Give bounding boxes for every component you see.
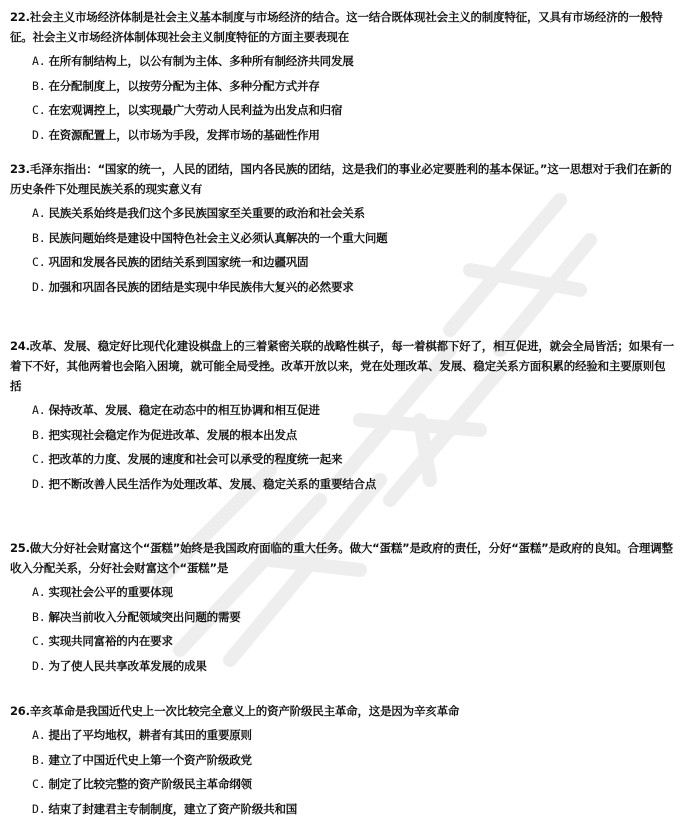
question-22 — [10, 7, 674, 147]
option-list — [10, 723, 674, 821]
option-text: 为了使人民共享改革发展的成果 — [48, 658, 207, 673]
option-letter: B. — [32, 230, 46, 245]
option-list — [10, 580, 674, 678]
question-stem: 26.辛亥革命是我国近代史上一次比较完全意义上的资产阶级民主革命，这是因为辛亥革命 — [10, 704, 460, 718]
option-letter: C. — [32, 255, 46, 269]
option-c[interactable] — [10, 772, 674, 797]
option-text: 巩固和发展各民族的团结关系到国家统一和边疆巩固 — [48, 255, 309, 269]
option-letter: D. — [32, 127, 46, 142]
option-letter: B. — [32, 78, 46, 93]
option-text: 结束了封建君主专制制度，建立了资产阶级共和国 — [48, 801, 298, 816]
option-letter: C. — [32, 452, 46, 466]
option-list — [10, 201, 674, 299]
option-letter: B. — [32, 427, 46, 442]
option-letter: A. — [32, 403, 46, 417]
option-letter: D. — [32, 801, 46, 816]
question-26 — [10, 701, 674, 821]
option-text: 在分配制度上，以按劳分配为主体、多种分配方式并存 — [48, 78, 320, 93]
option-list — [10, 49, 674, 147]
option-text: 解决当前收入分配领域突出问题的需要 — [48, 609, 241, 624]
option-text: 实现社会公平的重要体现 — [48, 585, 173, 599]
option-c[interactable] — [10, 250, 674, 275]
option-text: 把实现社会稳定作为促进改革、发展的根本出发点 — [48, 427, 298, 442]
option-text: 把不断改善人民生活作为处理改革、发展、稳定关系的重要结合点 — [48, 476, 377, 491]
question-23 — [10, 159, 674, 299]
option-text: 民族关系始终是我们这个多民族国家至关重要的政治和社会关系 — [48, 206, 365, 220]
option-letter: A. — [32, 728, 46, 742]
question-stem: 25.做大分好社会财富这个“蛋糕”始终是我国政府面临的重大任务。做大“蛋糕”是政府的责任，分好“蛋糕”是政府的良知。合理调整收入分配关系，分好社会财富这个“蛋糕”是 — [10, 541, 673, 575]
option-c[interactable] — [10, 98, 674, 123]
option-b[interactable] — [10, 423, 674, 448]
option-b[interactable] — [10, 605, 674, 630]
option-list — [10, 398, 674, 496]
question-stem: 22.社会主义市场经济体制是社会主义基本制度与市场经济的结合。这一结合既体现社会主义的制度特征，又具有市场经济的一般特征。社会主义市场经济体制体现社会主义制度特征的方面主要表现在 — [10, 10, 663, 44]
option-text: 制定了比较完整的资产阶级民主革命纲领 — [48, 777, 252, 791]
option-a[interactable] — [10, 398, 674, 423]
option-text: 实现共同富裕的内在要求 — [48, 634, 173, 648]
option-a[interactable] — [10, 49, 674, 74]
option-a[interactable] — [10, 723, 674, 748]
option-text: 建立了中国近代史上第一个资产阶级政党 — [48, 752, 252, 767]
question-stem: 23.毛泽东指出：“国家的统一，人民的团结，国内各民族的团结，这是我们的事业必定要胜利的基本保证。”这一思想对于我们在新的历史条件下处理民族关系的现实意义有 — [10, 162, 672, 196]
option-text: 提出了平均地权，耕者有其田的重要原则 — [48, 728, 252, 742]
option-text: 在宏观调控上，以实现最广大劳动人民利益为出发点和归宿 — [48, 103, 343, 117]
option-letter: D. — [32, 476, 46, 491]
option-d[interactable] — [10, 654, 674, 679]
option-text: 加强和巩固各民族的团结是实现中华民族伟大复兴的必然要求 — [48, 279, 354, 294]
option-letter: B. — [32, 752, 46, 767]
option-letter: A. — [32, 585, 46, 599]
option-d[interactable] — [10, 797, 674, 822]
option-a[interactable] — [10, 580, 674, 605]
option-b[interactable] — [10, 748, 674, 773]
option-letter: A. — [32, 54, 46, 68]
option-letter: D. — [32, 658, 46, 673]
option-b[interactable] — [10, 74, 674, 99]
option-text: 保持改革、发展、稳定在动态中的相互协调和相互促进 — [48, 403, 320, 417]
option-letter: B. — [32, 609, 46, 624]
option-text: 民族问题始终是建设中国特色社会主义必须认真解决的一个重大问题 — [48, 230, 388, 245]
option-letter: D. — [32, 279, 46, 294]
question-stem: 24.改革、发展、稳定好比现代化建设棋盘上的三着紧密关联的战略性棋子，每一着棋都下好了，相互促进，就会全局皆活；如果有一着下不好，其他两着也会陷入困境，就可能全局受挫。改革开放以来，党在处理改革、发展、稳定关系方面积累的经验和主要原则包括 — [10, 339, 674, 393]
option-b[interactable] — [10, 226, 674, 251]
question-25 — [10, 538, 674, 678]
option-text: 把改革的力度、发展的速度和社会可以承受的程度统一起来 — [48, 452, 343, 466]
option-d[interactable] — [10, 472, 674, 497]
option-d[interactable] — [10, 275, 674, 300]
option-c[interactable] — [10, 629, 674, 654]
option-a[interactable] — [10, 201, 674, 226]
option-letter: A. — [32, 206, 46, 220]
option-letter: C. — [32, 777, 46, 791]
option-text: 在所有制结构上，以公有制为主体、多种所有制经济共同发展 — [48, 54, 354, 68]
option-c[interactable] — [10, 447, 674, 472]
option-text: 在资源配置上，以市场为手段，发挥市场的基础性作用 — [48, 127, 320, 142]
question-24 — [10, 336, 674, 496]
option-d[interactable] — [10, 123, 674, 148]
option-letter: C. — [32, 103, 46, 117]
option-letter: C. — [32, 634, 46, 648]
